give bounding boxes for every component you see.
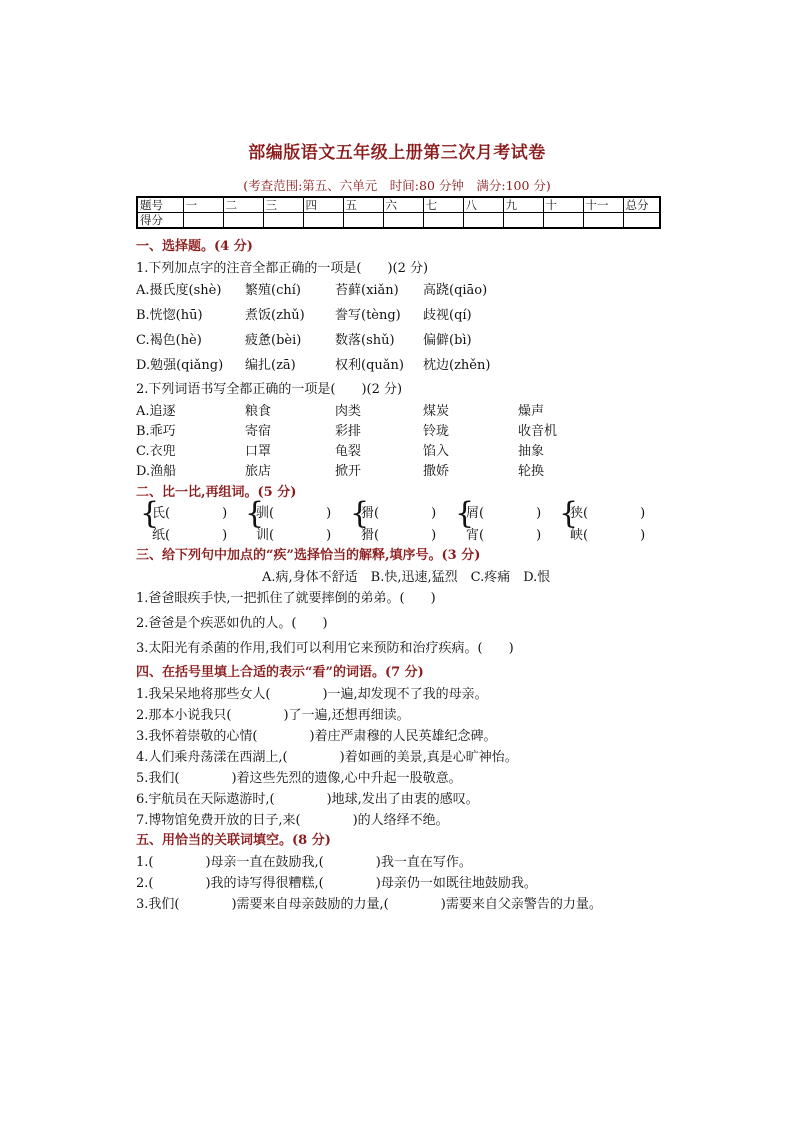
question-3-3: 3.太阳光有杀菌的作用,我们可以利用它来预防和治疗疾病。( ): [136, 641, 514, 656]
score-cell[interactable]: [263, 213, 303, 229]
exam-subtitle: (考查范围:第五、六单元 时间:80 分钟 满分:100 分): [243, 178, 551, 193]
score-cell[interactable]: [423, 213, 463, 229]
option-text: 高跷(qiāo): [423, 283, 488, 298]
option-text: 苔藓(xiǎn): [335, 283, 399, 298]
score-header-cell: 三: [263, 197, 303, 213]
question-3-1: 1.爸爸眼疾手快,一把抓住了就要摔倒的弟弟。( ): [136, 591, 436, 606]
option-text: B.恍惚(hū): [136, 308, 203, 323]
score-cell[interactable]: [343, 213, 383, 229]
word-text: 馅入: [423, 444, 450, 459]
question-1-2: 2.下列词语书写全都正确的一项是( )(2 分): [136, 382, 403, 397]
score-header-cell: 题号: [137, 197, 183, 213]
word-text: 铃珑: [423, 424, 450, 439]
score-table-score-row: [137, 213, 660, 229]
score-table-header-row: [137, 197, 660, 213]
score-cell[interactable]: [583, 213, 623, 229]
word-pair-top: 氏( ): [152, 506, 228, 521]
word-text: A.追逐: [136, 404, 176, 419]
score-header-cell: 十: [543, 197, 583, 213]
option-text: D.勉强(qiǎng): [136, 358, 224, 373]
score-header-cell: 总分: [623, 197, 660, 213]
score-cell[interactable]: [503, 213, 543, 229]
option-text: 煮饭(zhǔ): [245, 308, 305, 323]
option-text: 偏僻(bì): [423, 333, 472, 348]
word-text: 口罩: [245, 444, 272, 459]
word-text: 燥声: [518, 404, 545, 419]
score-cell[interactable]: [623, 213, 660, 229]
word-text: D.渔船: [136, 464, 177, 479]
score-cell[interactable]: [463, 213, 503, 229]
score-cell[interactable]: [183, 213, 223, 229]
word-text: 粮食: [245, 404, 272, 419]
word-pair-bottom: 纸( ): [152, 528, 228, 543]
question-5-3: 3.我们( )需要来自母亲鼓励的力量,( )需要来自父亲警告的力量。: [136, 897, 602, 912]
option-text: 疲惫(bèi): [245, 333, 302, 348]
option-text: 誊写(tèng): [335, 308, 401, 323]
score-header-cell: 二: [223, 197, 263, 213]
section-1-title: 一、选择题。(4 分): [136, 239, 253, 254]
word-text: 彩排: [335, 424, 362, 439]
option-text: 权利(quǎn): [335, 358, 404, 373]
option-text: A.摄氏度(shè): [136, 283, 222, 298]
brace-icon: {: [140, 496, 160, 531]
word-text: 撒娇: [423, 464, 450, 479]
question-4-7: 7.博物馆免费开放的日子,来( )的人络绎不绝。: [136, 813, 449, 828]
score-header-cell: 一: [183, 197, 223, 213]
score-header-cell: 五: [343, 197, 383, 213]
question-4-3: 3.我怀着崇敬的心情( )着庄严肃穆的人民英雄纪念碑。: [136, 729, 497, 744]
score-header-cell: 六: [383, 197, 423, 213]
score-cell[interactable]: [303, 213, 343, 229]
question-4-1: 1.我呆呆地将那些女人( )一遍,却发现不了我的母亲。: [136, 687, 488, 702]
score-header-cell: 七: [423, 197, 463, 213]
word-pair-bottom: 宵( ): [466, 528, 542, 543]
question-4-4: 4.人们乘舟荡漾在西湖上,( )着如画的美景,真是心旷神怡。: [136, 750, 518, 765]
option-text: C.褐色(hè): [136, 333, 202, 348]
score-table: [136, 196, 661, 229]
word-text: 轮换: [518, 464, 545, 479]
option-text: 歧视(qí): [423, 308, 472, 323]
word-text: 掀开: [335, 464, 362, 479]
question-4-6: 6.宇航员在天际遨游时,( )地球,发出了由衷的感叹。: [136, 792, 479, 807]
word-text: 寄宿: [245, 424, 272, 439]
question-5-1: 1.( )母亲一直在鼓励我,( )我一直在写作。: [136, 855, 472, 870]
word-pair-top: 驯( ): [256, 506, 332, 521]
question-4-2: 2.那本小说我只( )了一遍,还想再细读。: [136, 708, 410, 723]
score-cell[interactable]: [383, 213, 423, 229]
word-pair-top: 屑( ): [466, 506, 542, 521]
word-text: C.衣兜: [136, 444, 176, 459]
section-4-title: 四、在括号里填上合适的表示“看”的词语。(7 分): [136, 665, 424, 680]
word-pair-top: 狭( ): [570, 506, 646, 521]
option-text: 枕边(zhěn): [423, 358, 491, 373]
option-text: 数落(shǔ): [335, 333, 395, 348]
brace-icon: {: [455, 496, 475, 531]
brace-icon: {: [350, 496, 370, 531]
word-pair-bottom: 峡( ): [570, 528, 646, 543]
word-text: 龟裂: [335, 444, 362, 459]
question-4-5: 5.我们( )着这些先烈的遗像,心中升起一股敬意。: [136, 771, 462, 786]
word-text: 旅店: [245, 464, 272, 479]
score-header-cell: 九: [503, 197, 543, 213]
question-1-1: 1.下列加点字的注音全都正确的一项是( )(2 分): [136, 261, 429, 276]
exam-title: 部编版语文五年级上册第三次月考试卷: [248, 143, 546, 163]
question-5-2: 2.( )我的诗写得很糟糕,( )母亲仍一如既往地鼓励我。: [136, 876, 537, 891]
section-5-title: 五、用恰当的关联词填空。(8 分): [136, 833, 331, 848]
word-pair-bottom: 猾( ): [361, 528, 437, 543]
score-header-cell: 四: [303, 197, 343, 213]
score-row-label: 得分: [137, 213, 183, 229]
section-3-title: 三、给下列句中加点的“疾”选择恰当的解释,填序号。(3 分): [136, 548, 481, 563]
brace-icon: {: [559, 496, 579, 531]
word-text: B.乖巧: [136, 424, 176, 439]
word-text: 肉类: [335, 404, 362, 419]
brace-icon: {: [245, 496, 265, 531]
score-header-cell: 十一: [583, 197, 623, 213]
score-header-cell: 八: [463, 197, 503, 213]
word-text: 煤炭: [423, 404, 450, 419]
score-cell[interactable]: [543, 213, 583, 229]
definition-options: A.病,身体不舒适 B.快,迅速,猛烈 C.疼痛 D.恨: [262, 570, 551, 585]
score-cell[interactable]: [223, 213, 263, 229]
option-text: 编扎(zā): [245, 358, 296, 373]
section-2-title: 二、比一比,再组词。(5 分): [136, 485, 297, 500]
question-3-2: 2.爸爸是个疾恶如仇的人。( ): [136, 616, 328, 631]
word-pair-top: 猾( ): [361, 506, 437, 521]
word-pair-bottom: 训( ): [256, 528, 332, 543]
word-text: 收音机: [518, 424, 558, 439]
word-text: 抽象: [518, 444, 545, 459]
option-text: 繁殖(chí): [245, 283, 301, 298]
